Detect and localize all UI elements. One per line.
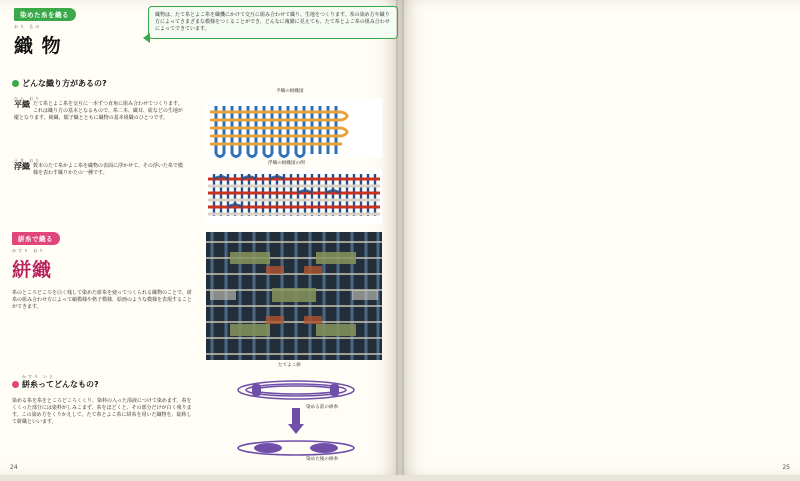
ukiori-ruby: うき おり bbox=[14, 158, 42, 163]
callout-tail-icon bbox=[143, 33, 150, 43]
hiraori-diagram bbox=[206, 98, 382, 158]
kasuri-diagram-label: たてよこ絣 bbox=[278, 363, 301, 368]
hiraori-text: たて糸とよこ糸を交互に一本ずつ直角に組み合わせてつくります。これは織り方の基本となるもので、糸二本、織耳、紐などの生地が縦となります。綾織、繻子織とともに織物の基本組織のひとつです。 bbox=[14, 101, 183, 121]
right-page bbox=[400, 0, 800, 475]
section3-text: 染める糸を糸をところどころくくり、染料の入った浴液につけて染めます。糸をくくった部分には染料がしみこまず、糸をほどくと、その部分だけが白く残ります。この染め方をくりかえして、たて糸とよこ糸に絣糸を用いた織物を、総称して絣織といいます。 bbox=[12, 398, 192, 425]
kasuri-fabric-diagram bbox=[206, 232, 382, 360]
intro-callout bbox=[148, 6, 398, 39]
section-weave-types-heading bbox=[12, 78, 107, 89]
kasuri-text: 糸のところどころを白く残して染めた絣糸を使ってつくられる織物のことで、絣糸の組み合わせ方によって縞模様や格子模様、絵画のような模様を表現することができます。 bbox=[12, 290, 193, 310]
left-header-ruby: おり もの bbox=[14, 24, 42, 29]
page-gutter bbox=[396, 0, 404, 475]
left-page-header bbox=[14, 8, 76, 58]
kasuriori-header bbox=[12, 232, 60, 282]
kasuri-title: 絣織 bbox=[12, 259, 53, 281]
left-page-number: 24 bbox=[10, 464, 18, 471]
hiraori-block bbox=[14, 96, 186, 122]
section3-ruby: かすり いと bbox=[22, 374, 56, 379]
right-page-number: 25 bbox=[782, 464, 790, 471]
bullet-icon bbox=[12, 80, 19, 87]
intro-callout-text: 織物は、たて糸とよこ糸を織機にかけて交互に組み合わせて織り、生地をつくります。糸の染め方や織り方によってさまざまな模様をつくることができ、どんなに複雑に見えても、たて糸とよこ糸の組み合わせによってできています。 bbox=[155, 12, 390, 32]
hiraori-ruby: ひら おり bbox=[14, 96, 42, 101]
left-header-ribbon: 染めた糸を織る bbox=[14, 8, 76, 21]
kasuri-ribbon: 絣糸で織る bbox=[12, 232, 60, 245]
kasuri-ruby: かすり おり bbox=[12, 248, 46, 253]
section-kasuri-thread-heading bbox=[12, 374, 99, 390]
ukiori-text: 数本のたて糸かよこ糸を織物の表面に浮かせて、その浮いた糸で模様を表わす織りかたの一種です。 bbox=[33, 163, 183, 176]
ukiori-diagram-label: 浮織の組織図の例 bbox=[268, 161, 305, 166]
section1-title: どんな織り方があるの? bbox=[22, 79, 107, 88]
ukiori-block bbox=[14, 158, 186, 177]
left-page-title: 織 物 bbox=[14, 35, 62, 57]
ukiori-term: 浮織 bbox=[14, 162, 30, 171]
left-page bbox=[0, 0, 400, 475]
ukiori-diagram bbox=[206, 170, 382, 224]
section3-title: 絣糸ってどんなもの? bbox=[22, 380, 99, 389]
bullet-icon bbox=[12, 381, 19, 388]
thread-before-label: 染める前の絣糸 bbox=[306, 405, 339, 410]
thread-after-label: 染めた後の絣糸 bbox=[306, 457, 339, 462]
hiraori-term: 平織 bbox=[14, 100, 30, 109]
kasuri-thread-diagram bbox=[212, 374, 380, 464]
hiraori-diagram-label: 平織の組織図 bbox=[276, 89, 304, 94]
